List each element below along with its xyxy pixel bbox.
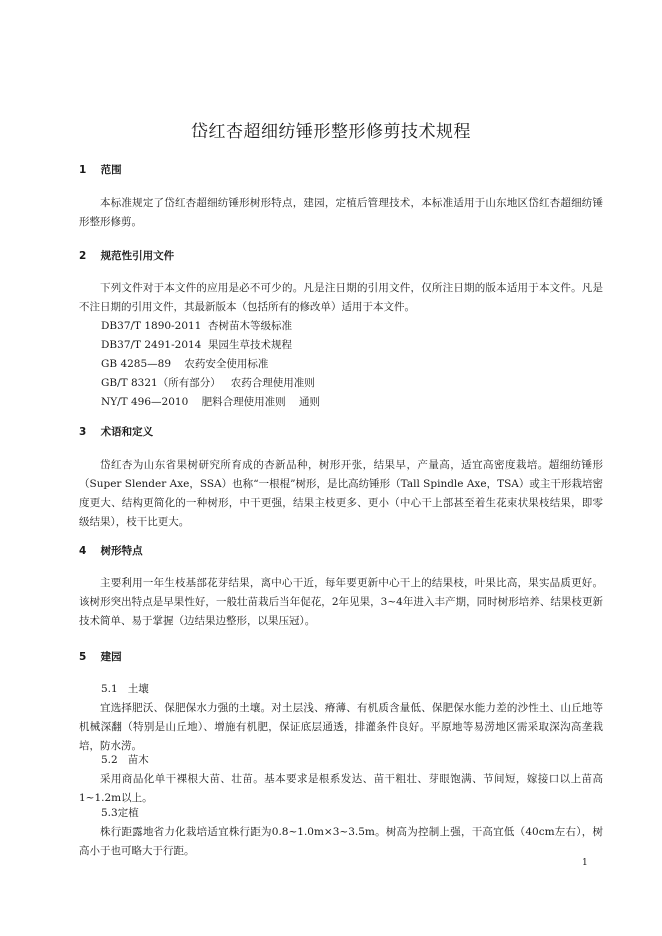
section-3-paragraph: 岱红杏为山东省果树研究所育成的杏新品种，树形开张，结果早，产量高，适宜高密度栽培。超细纺锤形（Super Slender Axe，SSA）也称“一根棍”树形，是比高纺锤形（Tall Spindle Axe，TSA）或主干形栽培密度更大、结构更简化的一种树形，中干更强，结果主枝更多、更小（中心干上部甚至着生花束状果枝结果，即零级结果），枝干比更大。 — [79, 459, 603, 528]
page-number: 1 — [582, 858, 588, 868]
subsection-5-2-heading: 5.2 苗木 — [101, 754, 149, 766]
reference-item: GB/T 8321（所有部分） 农药合理使用准则 — [101, 377, 315, 389]
section-number: 2 — [79, 250, 87, 262]
document-title: 岱红杏超细纺锤形整形修剪技术规程 — [191, 122, 471, 142]
section-4-paragraph: 主要利用一年生枝基部花芽结果，离中心干近，每年要更新中心干上的结果枝，叶果比高，果实品质更好。该树形突出特点是早果性好，一般壮苗栽后当年促花，2年见果，3~4年进入丰产期，同时树形培养、结果枝更新技术简单、易于掌握（边结果边整形，以果压冠）。 — [79, 577, 603, 627]
subsection-5-1-heading: 5.1 土壤 — [101, 683, 149, 695]
reference-item: NY/T 496—2010 肥料合理使用准则 通则 — [101, 396, 320, 408]
section-2-heading — [79, 248, 174, 263]
section-3-heading — [79, 424, 153, 439]
section-4-heading — [79, 543, 143, 558]
section-2-paragraph: 下列文件对于本文件的应用是必不可少的。凡是注日期的引用文件，仅所注日期的版本适用于本文件。凡是不注日期的引用文件，其最新版本（包括所有的修改单）适用于本文件。 — [79, 282, 603, 313]
section-title: 范围 — [100, 164, 122, 176]
subsection-5-1-paragraph: 宜选择肥沃、保肥保水力强的土壤。对土层浅、瘠薄、有机质含量低、保肥保水能力差的沙性土、山丘地等机械深翻（特别是山丘地）、增施有机肥，保证底层通透，排灌条件良好。平原地等易涝地区需采取深沟高垄栽培，防水涝。 — [79, 702, 603, 752]
section-1-paragraph: 本标准规定了岱红杏超细纺锤形树形特点，建园，定植后管理技术，本标准适用于山东地区岱红杏超细纺锤形整形修剪。 — [79, 197, 603, 228]
subsection-5-2-paragraph: 采用商品化单干裸根大苗、壮苗。基本要求是根系发达、苗干粗壮、芽眼饱满、节间短，嫁接口以上苗高1~1.2m以上。 — [79, 773, 603, 804]
subsection-5-3-paragraph: 株行距露地省力化栽培适宜株行距为0.8~1.0m×3~3.5m。树高为控制上强，干高宜低（40cm左右），树高小于也可略大于行距。 — [79, 826, 603, 857]
section-5-heading — [79, 649, 122, 664]
section-number: 3 — [79, 426, 87, 438]
section-title: 建园 — [100, 651, 122, 663]
section-title: 规范性引用文件 — [100, 250, 175, 262]
subsection-5-3-heading: 5.3定植 — [101, 807, 139, 819]
section-1-heading — [79, 162, 122, 177]
section-number: 1 — [79, 164, 87, 176]
reference-item: GB 4285—89 农药安全使用标准 — [101, 358, 269, 370]
section-number: 5 — [79, 651, 87, 663]
reference-item: DB37/T 1890-2011 杏树苗木等级标准 — [101, 320, 293, 332]
section-number: 4 — [79, 545, 87, 557]
reference-item: DB37/T 2491-2014 果园生草技术规程 — [101, 339, 293, 351]
section-title: 树形特点 — [100, 545, 143, 557]
section-title: 术语和定义 — [100, 426, 154, 438]
